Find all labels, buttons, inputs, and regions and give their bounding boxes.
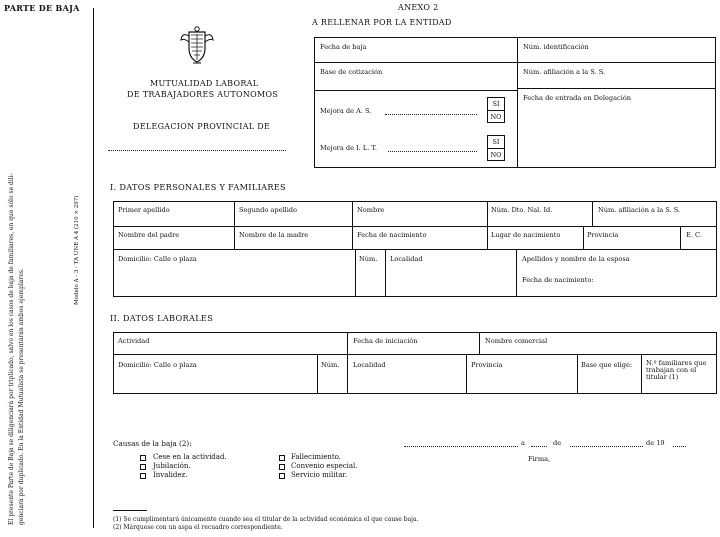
actividad-label: Actividad — [118, 337, 150, 345]
instructions-line-1: El presente Parte de Baja se diligenciará por triplicado, salvo en los casos de baja de familiares, en que sólo se dili- — [8, 173, 15, 525]
fecha-nacimiento-label: Fecha de nacimiento — [357, 231, 427, 239]
dni-label: Núm. Dto. Nal. Id. — [491, 206, 553, 214]
no-option[interactable]: NO — [488, 148, 504, 161]
section-1-title: I. DATOS PERSONALES Y FAMILIARES — [110, 182, 286, 192]
cause-label: Jubilación. — [153, 462, 191, 470]
footnote-1: (1) Se cumplimentará únicamente cuando sea el titular de la actividad económica el que cause baja. — [113, 516, 419, 523]
fecha-nacimiento-esposa-label: Fecha de nacimiento: — [522, 276, 594, 284]
nombre-label: Nombre — [357, 206, 385, 214]
delegacion-label: DELEGACION PROVINCIAL DE — [133, 122, 271, 131]
provincia-laboral-label: Provincia — [471, 361, 503, 369]
date-de-label: de — [553, 439, 562, 447]
delegacion-field[interactable] — [108, 150, 286, 151]
cause-label: Cese en la actividad. — [153, 453, 227, 461]
firma-label: Firma, — [528, 455, 551, 463]
lugar-nacimiento-label: Lugar de nacimiento — [491, 231, 561, 239]
cause-checkbox[interactable] — [140, 455, 146, 461]
num-laboral-label: Núm. — [321, 361, 340, 369]
cause-label: Servicio militar. — [291, 471, 348, 479]
nombre-madre-label: Nombre de la madre — [239, 231, 309, 239]
parte-de-baja-label: PARTE DE BAJA — [4, 3, 80, 13]
num-afiliacion-ss-label: Núm. afiliación a la S. S. — [598, 206, 681, 214]
mejora-ilt-field[interactable] — [388, 151, 477, 152]
place-field[interactable] — [404, 446, 518, 447]
segundo-apellido-label: Segundo apellido — [239, 206, 297, 214]
mejora-as-label: Mejora de A. S. — [320, 107, 372, 115]
causes-title: Causas de la baja (2): — [113, 439, 192, 448]
cause-checkbox[interactable] — [279, 455, 285, 461]
month-field[interactable] — [570, 446, 643, 447]
num-afiliacion-label: Núm. afiliación a la S. S. — [523, 68, 606, 76]
cause-label: Fallecimiento. — [291, 453, 341, 461]
cause-checkbox[interactable] — [140, 464, 146, 470]
nombre-comercial-label: Nombre comercial — [485, 337, 548, 345]
mejora-as-field[interactable] — [385, 114, 477, 115]
date-a-label: a — [521, 439, 525, 447]
mutualidad-line-1: MUTUALIDAD LABORAL — [150, 79, 259, 88]
rellenar-label: A RELLENAR POR LA ENTIDAD — [312, 18, 452, 27]
familiares-label: N.º familiares que trabajan con el titular (1) — [646, 359, 707, 381]
domicilio-label: Domicilio: Calle o plaza — [118, 255, 197, 263]
instructions-line-2: genciará por duplicado. En la Entidad Mutualista se presentarán ambos ejemplares. — [18, 268, 25, 525]
day-field[interactable] — [531, 446, 547, 447]
primer-apellido-label: Primer apellido — [118, 206, 170, 214]
footnote-rule — [113, 510, 147, 511]
mejora-ilt-label: Mejora de I. L. T. — [320, 144, 377, 152]
base-elige-label: Base que elige: — [581, 361, 633, 369]
provincia-label: Provincia — [587, 231, 619, 239]
cause-checkbox[interactable] — [279, 473, 285, 479]
num-label: Núm. — [359, 255, 378, 263]
fecha-baja-label: Fecha de baja — [320, 43, 367, 51]
apellidos-esposa-label: Apellidos y nombre de la esposa — [522, 255, 630, 263]
si-option[interactable]: SI — [492, 138, 500, 146]
localidad-laboral-label: Localidad — [353, 361, 386, 369]
cause-checkbox[interactable] — [140, 473, 146, 479]
cause-label: Invalidez. — [153, 471, 188, 479]
num-identificacion-label: Núm. identificación — [523, 43, 589, 51]
margin-divider — [93, 8, 94, 528]
section-2-title: II. DATOS LABORALES — [110, 313, 214, 323]
mejora-ilt-sino[interactable] — [487, 135, 505, 161]
fecha-iniciacion-label: Fecha de iniciación — [353, 337, 418, 345]
base-cotizacion-label: Base de cotización — [320, 68, 383, 76]
cause-checkbox[interactable] — [279, 464, 285, 470]
mejora-as-sino[interactable] — [487, 97, 505, 123]
cause-label: Convenio especial. — [291, 462, 358, 470]
date-de19-label: de 19 — [646, 439, 665, 447]
year-field[interactable] — [673, 446, 686, 447]
model-code: Modelo A - 3 - TA UNE A 4 (210 × 297) — [74, 195, 80, 305]
mutualidad-line-2: DE TRABAJADORES AUTONOMOS — [127, 90, 279, 99]
footnote-2: (2) Márquese con un aspa el recuadro correspondiente. — [113, 524, 283, 531]
coat-of-arms-icon — [180, 26, 214, 66]
fecha-entrada-label: Fecha de entrada en Delegación — [523, 94, 632, 102]
domicilio-laboral-label: Domicilio: Calle o plaza — [118, 361, 197, 369]
si-option[interactable]: SI — [492, 100, 500, 108]
estado-civil-label: E. C. — [686, 231, 702, 239]
localidad-label: Localidad — [390, 255, 423, 263]
no-option[interactable]: NO — [488, 110, 504, 123]
anexo-label: ANEXO 2 — [398, 3, 439, 12]
nombre-padre-label: Nombre del padre — [118, 231, 180, 239]
